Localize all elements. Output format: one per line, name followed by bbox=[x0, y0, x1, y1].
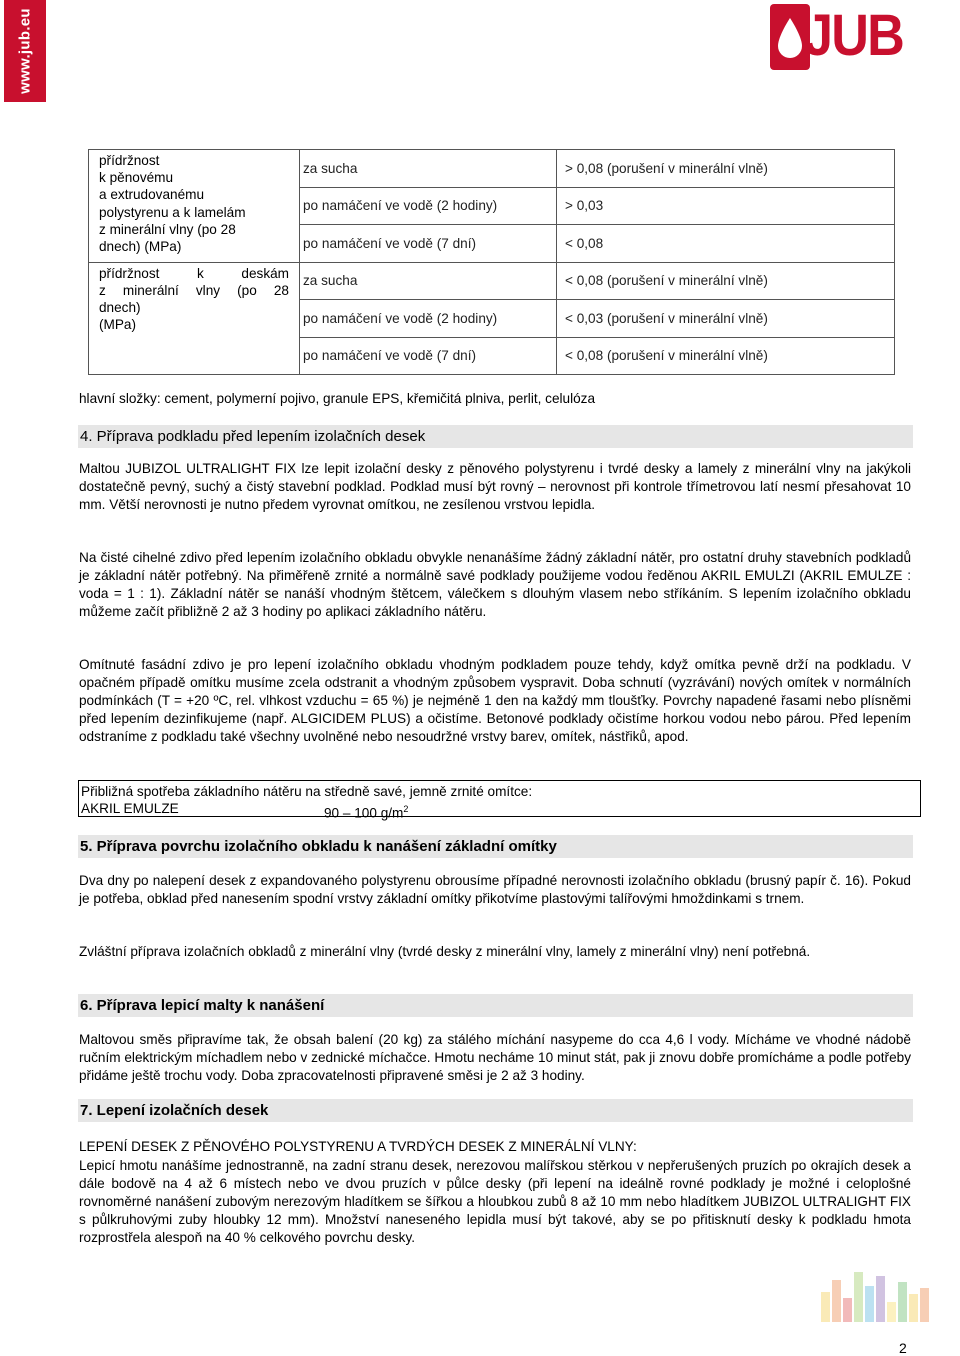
section-7-subtitle: LEPENÍ DESEK Z PĚNOVÉHO POLYSTYRENU A TVRDÝCH DESEK Z MINERÁLNÍ VLNY: bbox=[79, 1139, 637, 1154]
table-row: po namáčení ve vodě (7 dní) bbox=[300, 225, 557, 263]
table-cell-value: > 0,08 (porušení v minerální vlně) bbox=[557, 150, 895, 188]
table-row: za sucha bbox=[300, 262, 557, 300]
section-5-paragraph-1: Dva dny po nalepení desek z expandovaného polystyrenu obrousíme případné nerovnosti izolačního obkladu (brusný papír č. 16). Pokud je potřeba, obklad před nanesením spodní vrstvy základní omítky přikotvíme plastovými talířovými hmoždinkami s trnem. bbox=[79, 873, 911, 906]
section-5-heading: 5. Příprava povrchu izolačního obkladu k nanášení základní omítky bbox=[78, 835, 913, 858]
section-7-heading: 7. Lepení izolačních desek bbox=[78, 1099, 913, 1122]
table-row: po namáčení ve vodě (2 hodiny) bbox=[300, 300, 557, 338]
adhesion-eps-label: přídržnost k pěnovému a extrudovanému polystyrenu a k lamelám z minerální vlny (po 28 dnech) (MPa) bbox=[89, 150, 300, 263]
decor-bar bbox=[909, 1294, 918, 1322]
properties-table bbox=[88, 149, 895, 375]
section-6-heading: 6. Příprava lepicí malty k nanášení bbox=[78, 994, 913, 1017]
section-4-paragraph-2: Na čisté cihelné zdivo před lepením izolačního obkladu obvykle nenanášíme žádný základní nátěr, pro ostatní druhy stavebních podkladů je základní nátěr potřebný. Na přiměřeně zrnité a normálně savé podklady použijeme vodou ředěnou AKRIL EMULZI (AKRIL EMULZE : voda = 1 : 1). Základní nátěr se nanáší vhodným štětcem, válečkem s dlouhým vlasem nebo stříkáním. S lepením izolačního obkladu můžeme začít přibližně 2 až 3 hodiny po aplikaci základního nátěru. bbox=[79, 550, 911, 619]
table-cell-value: < 0,08 bbox=[557, 225, 895, 263]
consumption-amount: 90 – 100 $g/m^2$ bbox=[324, 804, 409, 821]
page-number: 2 bbox=[899, 1340, 907, 1356]
decor-bar bbox=[898, 1282, 907, 1322]
table-row: po namáčení ve vodě (7 dní) bbox=[300, 337, 557, 375]
adhesion-mineral-wool-label: přídržnost k deskám z minerální vlny (po 28 dnech) (MPa) bbox=[89, 262, 300, 375]
side-url-text: www.jub.eu bbox=[16, 8, 34, 94]
consumption-product: AKRIL EMULZE bbox=[81, 801, 179, 816]
side-url-banner bbox=[4, 0, 46, 102]
logo-text: JUB bbox=[804, 3, 904, 68]
section-4-heading: 4. Příprava podkladu před lepením izolačních desek bbox=[78, 425, 913, 448]
decor-bar bbox=[887, 1302, 896, 1322]
decor-bar bbox=[865, 1286, 874, 1322]
table-cell-value: < 0,03 (porušení v minerální vlně) bbox=[557, 300, 895, 338]
table-cell-value: < 0,08 (porušení v minerální vlně) bbox=[557, 262, 895, 300]
consumption-box bbox=[78, 780, 921, 821]
jub-logo bbox=[770, 4, 910, 70]
section-4-paragraph-3: Omítnuté fasádní zdivo je pro lepení izolačního obkladu vhodným podkladem pouze tehdy, když omítka pevně drží na podkladu. V opačném případě omítku musíme zcela odstranit a vhodným způsobem vyspravit. Doba schnutí (vyzrávání) nových omítek v normálních podmínkách (T = +20 ºC, rel. vlhkost vzduchu = 65 %) je nejméně 1 den na každý mm tloušťky. Povrchy napadené řasami nebo plísněmi před lepením dezinfikujeme (např. ALGICIDEM PLUS) a očistíme. Betonové podklady očistíme horkou vodou nebo párou. Před lepením odstraníme z podkladu také všechny uvolněné nebo nesoudržné vrstvy barev, omítek, nástřiků, apod. bbox=[79, 657, 911, 744]
decor-bar bbox=[876, 1276, 885, 1322]
decorative-color-bars bbox=[815, 1262, 935, 1322]
decor-bar bbox=[920, 1288, 929, 1322]
table-cell-value: < 0,08 (porušení v minerální vlně) bbox=[557, 337, 895, 375]
consumption-label: Přibližná spotřeba základního nátěru na středně savé, jemně zrnité omítce: bbox=[81, 784, 533, 799]
decor-bar bbox=[843, 1298, 852, 1322]
section-5-paragraph-2: Zvláštní příprava izolačních obkladů z minerální vlny (tvrdé desky z minerální vlny, lamely z minerální vlny) není potřebná. bbox=[79, 944, 811, 959]
decor-bar bbox=[821, 1292, 830, 1322]
section-7-paragraph-1: Lepicí hmotu nanášíme jednostranně, na zadní stranu desek, nerezovou malířskou stěrkou v nepřerušených pruzích po okrajích desek a dále bodově na 4 až 6 místech nebo ve dvou pruzích v půlce desky (při lepení na ideálně rovné podklady je možné i celoplošné rovnoměrné nanášení zubovým nerezovým hladítkem se šířkou a hloubkou zubů 8 až 10 mm nebo hladítkem JUBIZOL ULTRALIGHT FIX s půlkruhovými zuby hloubky 12 mm). Množství naneseného lepidla musí být takové, aby se po přitisknutí desky k podkladu hmota rozprostřela alespoň na 40 % celkového povrchu desky. bbox=[79, 1158, 911, 1245]
composition-text: hlavní složky: cement, polymerní pojivo, granule EPS, křemičitá plniva, perlit, celulóza bbox=[79, 391, 596, 406]
table-row: po namáčení ve vodě (2 hodiny) bbox=[300, 187, 557, 225]
decor-bar bbox=[854, 1272, 863, 1322]
section-6-paragraph-1: Maltovou směs připravíme tak, že obsah balení (20 kg) za stálého míchání nasypeme do cca 4,6 l vody. Mícháme ve vhodné nádobě ručním elektrickým míchadlem nebo v zednické míchačce. Hmotu necháme 10 minut stát, pak ji znovu dobře promícháme a podle potřeby přidáme ještě trochu vody. Doba zpracovatelnosti připravené směsi je 2 až 3 hodiny. bbox=[79, 1032, 911, 1083]
table-row: za sucha bbox=[300, 150, 557, 188]
decor-bar bbox=[832, 1280, 841, 1322]
table-cell-value: > 0,03 bbox=[557, 187, 895, 225]
section-4-paragraph-1: Maltou JUBIZOL ULTRALIGHT FIX lze lepit izolační desky z pěnového polystyrenu i tvrdé desky a lamely z minerální vlny na jakýkoli dostatečně pevný, suchý a čistý stavební podklad. Podklad musí být rovný – nerovnost při kontrole třímetrovou latí nesmí přesahovat 10 mm. Větší nerovnosti je nutno předem vyrovnat omítkou, ne zesílenou vrstvou lepidla. bbox=[79, 461, 911, 512]
